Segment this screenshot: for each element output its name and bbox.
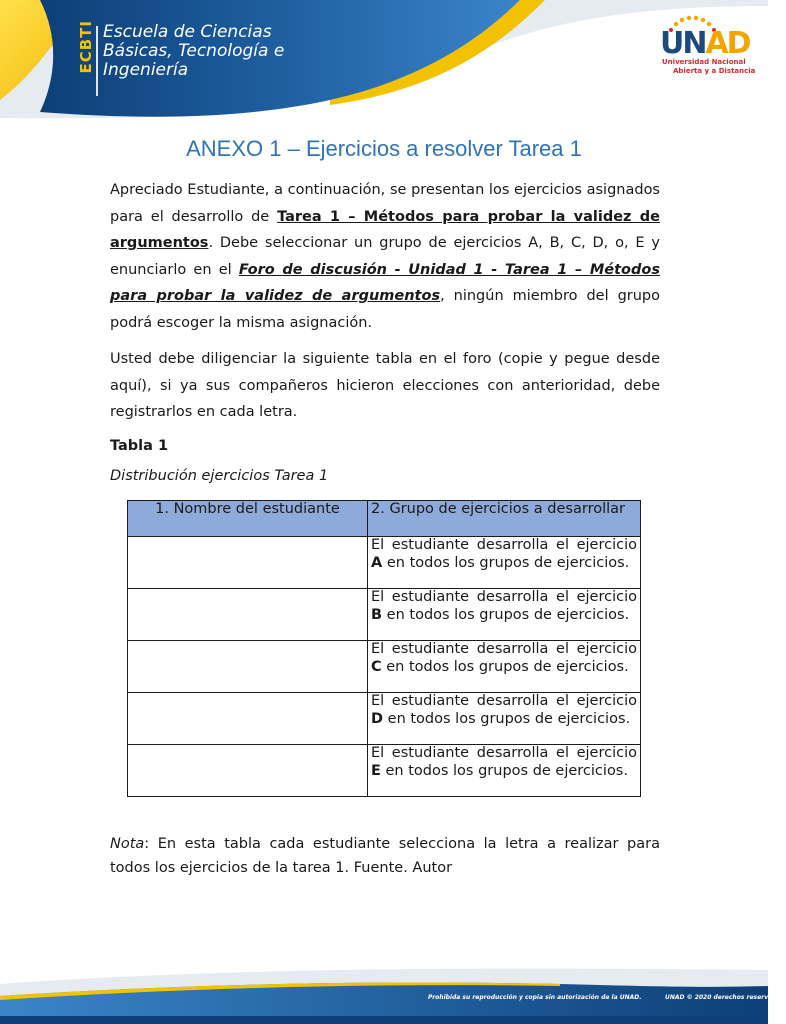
school-name bbox=[103, 23, 284, 80]
header-student-name: 1. Nombre del estudiante bbox=[128, 501, 368, 537]
exercise-letter: D bbox=[371, 710, 384, 727]
school-line-2: Básicas, Tecnología e bbox=[103, 41, 285, 61]
footer-left-text: Prohibida su reproducción y copia sin autorización de la UNAD. bbox=[428, 994, 642, 1001]
instruction-paragraph: Usted debe diligenciar la siguiente tabla en el foro (copie y pegue desde aquí), si ya sus compañeros hicieron elecciones con anterioridad, debe registrarlos en cada letra. bbox=[110, 351, 660, 420]
logo-subtitle-1: Universidad Nacional bbox=[662, 58, 746, 66]
exercise-cell bbox=[368, 693, 641, 745]
page-title: ANEXO 1 – Ejercicios a resolver Tarea 1 bbox=[186, 136, 582, 161]
exercise-letter: E bbox=[371, 762, 381, 779]
exercise-text-end: en todos los grupos de ejercicios. bbox=[381, 658, 629, 675]
table-note bbox=[110, 832, 660, 880]
student-name-cell[interactable] bbox=[128, 589, 368, 641]
logo-ad: AD bbox=[705, 26, 750, 61]
student-name-cell[interactable] bbox=[128, 745, 368, 797]
header-exercise-group: 2. Grupo de ejercicios a desarrollar bbox=[368, 501, 641, 537]
table-row bbox=[128, 693, 641, 745]
exercise-text: El estudiante desarrolla el ejercicio bbox=[371, 641, 637, 657]
exercise-cell bbox=[368, 589, 641, 641]
header-divider bbox=[96, 26, 98, 96]
footer-right-text: UNAD © 2020 derechos reservados. bbox=[665, 994, 786, 1001]
school-line-1: Escuela de Ciencias bbox=[103, 22, 272, 42]
exercise-cell bbox=[368, 641, 641, 693]
exercise-letter: B bbox=[371, 606, 383, 623]
exercise-cell bbox=[368, 537, 641, 589]
table-caption: Distribución ejercicios Tarea 1 bbox=[110, 468, 329, 484]
student-name-cell[interactable] bbox=[128, 537, 368, 589]
table-row bbox=[128, 745, 641, 797]
table-row bbox=[128, 641, 641, 693]
table-row bbox=[128, 537, 641, 589]
tarea-link[interactable]: Tarea 1 – Métodos para probar la validez de argumentos bbox=[110, 208, 660, 251]
exercise-text-end: en todos los grupos de ejercicios. bbox=[380, 762, 628, 779]
page-footer bbox=[0, 966, 768, 1024]
exercise-text-end: en todos los grupos de ejercicios. bbox=[383, 710, 631, 727]
student-name-cell[interactable] bbox=[128, 693, 368, 745]
intro-text-2: . Debe seleccionar un grupo de ejercicios A, B, C, D, o, E y enunciarlo en el bbox=[110, 235, 660, 278]
intro-text-3: , ningún miembro del grupo podrá escoger la misma asignación. bbox=[110, 288, 661, 331]
logo-subtitle-2: Abierta y a Distancia bbox=[673, 67, 756, 75]
intro-text-1: Apreciado Estudiante, a continuación, se presentan los ejercicios asignados para el desarrollo de bbox=[110, 182, 660, 225]
school-line-3: Ingeniería bbox=[103, 60, 189, 80]
distribution-table bbox=[127, 500, 641, 797]
exercise-text: El estudiante desarrolla el ejercicio bbox=[371, 537, 637, 553]
logo-un: UN bbox=[660, 26, 706, 61]
table-label: Tabla 1 bbox=[110, 438, 169, 454]
exercise-letter: C bbox=[371, 658, 382, 675]
ecbti-acronym bbox=[77, 20, 95, 79]
exercise-cell bbox=[368, 745, 641, 797]
ecbti-text: ECBTI bbox=[77, 20, 95, 74]
note-text: : En esta tabla cada estudiante selecciona la letra a realizar para todos los ejercicios de la tarea 1. Fuente. Autor bbox=[110, 836, 660, 876]
exercise-text: El estudiante desarrolla el ejercicio bbox=[371, 589, 637, 605]
table-header-row bbox=[128, 501, 641, 537]
exercise-text: El estudiante desarrolla el ejercicio bbox=[371, 693, 637, 709]
exercise-text-end: en todos los grupos de ejercicios. bbox=[382, 606, 630, 623]
note-label: Nota bbox=[110, 836, 145, 852]
exercise-text: El estudiante desarrolla el ejercicio bbox=[371, 745, 637, 761]
exercise-letter: A bbox=[371, 554, 383, 571]
table-row bbox=[128, 589, 641, 641]
intro-paragraph bbox=[110, 177, 660, 336]
student-name-cell[interactable] bbox=[128, 641, 368, 693]
unad-logo bbox=[660, 26, 750, 61]
foro-link[interactable]: Foro de discusión - Unidad 1 - Tarea 1 – Métodos para probar la validez de argumentos bbox=[110, 261, 660, 304]
exercise-text-end: en todos los grupos de ejercicios. bbox=[382, 554, 630, 571]
